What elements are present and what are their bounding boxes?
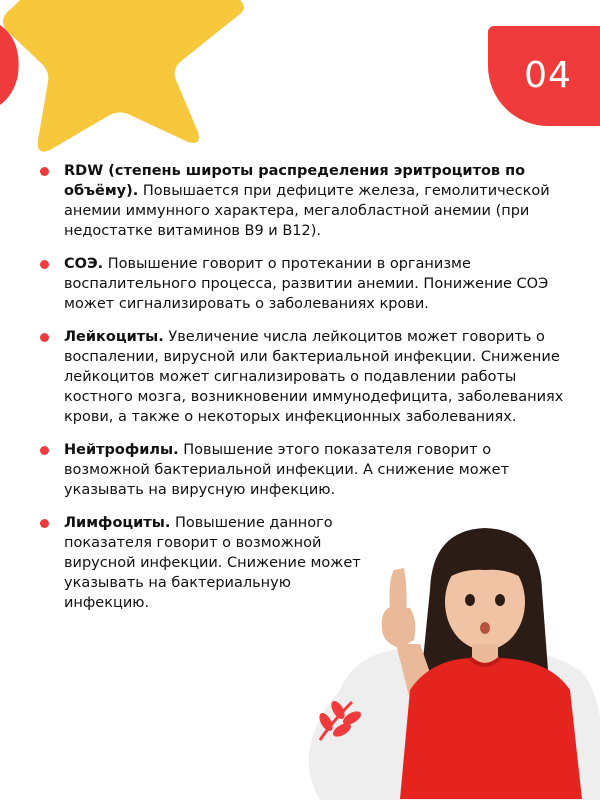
page-number-badge xyxy=(488,26,600,126)
bullet-icon xyxy=(40,260,49,269)
item-text: Повышение этого показателя говорит о возможной бактериальной инфекции. А снижение может указывать на вирусную инфекцию. xyxy=(64,442,510,498)
item-term: RDW (степень широты распределения эритроцитов по объёму). xyxy=(64,163,526,199)
leaf-branch-icon xyxy=(312,692,362,744)
bullet-icon xyxy=(40,519,49,528)
item-term: Лейкоциты. xyxy=(64,329,164,345)
list-item xyxy=(40,440,570,500)
item-term: СОЭ. xyxy=(64,256,104,272)
item-text: Повышение данного показателя говорит о возможной вирусной инфекции. Снижение может указывать на бактериальную инфекцию. xyxy=(64,515,361,611)
item-term: Лимфоциты. xyxy=(64,515,171,531)
item-term: Нейтрофилы. xyxy=(64,442,179,458)
item-text: Повышение говорит о протекании в организме воспалительного процесса, развитии анемии. Понижение СОЭ может сигнализировать о заболеваниях крови. xyxy=(64,256,549,312)
bullet-icon xyxy=(40,333,49,342)
indicator-list xyxy=(40,161,570,626)
page-number: 04 xyxy=(524,55,572,96)
star-shape xyxy=(0,0,250,160)
list-item xyxy=(40,513,364,613)
bullet-icon xyxy=(40,446,49,455)
item-text: Увеличение числа лейкоцитов может говорить о воспалении, вирусной или бактериальной инфекции. Снижение лейкоцитов может сигнализировать о подавлении работы костного мозга, возникновении иммунодефицита, заболеваниях крови, а также о некоторых инфекционных заболеваниях. xyxy=(64,329,564,425)
list-item xyxy=(40,161,570,241)
bullet-icon xyxy=(40,167,49,176)
list-item xyxy=(40,254,570,314)
list-item xyxy=(40,327,570,427)
item-text: Повышается при дефиците железа, гемолитической анемии иммунного характера, мегалобластной анемии (при недостатке витаминов B9 и B12). xyxy=(64,183,550,239)
